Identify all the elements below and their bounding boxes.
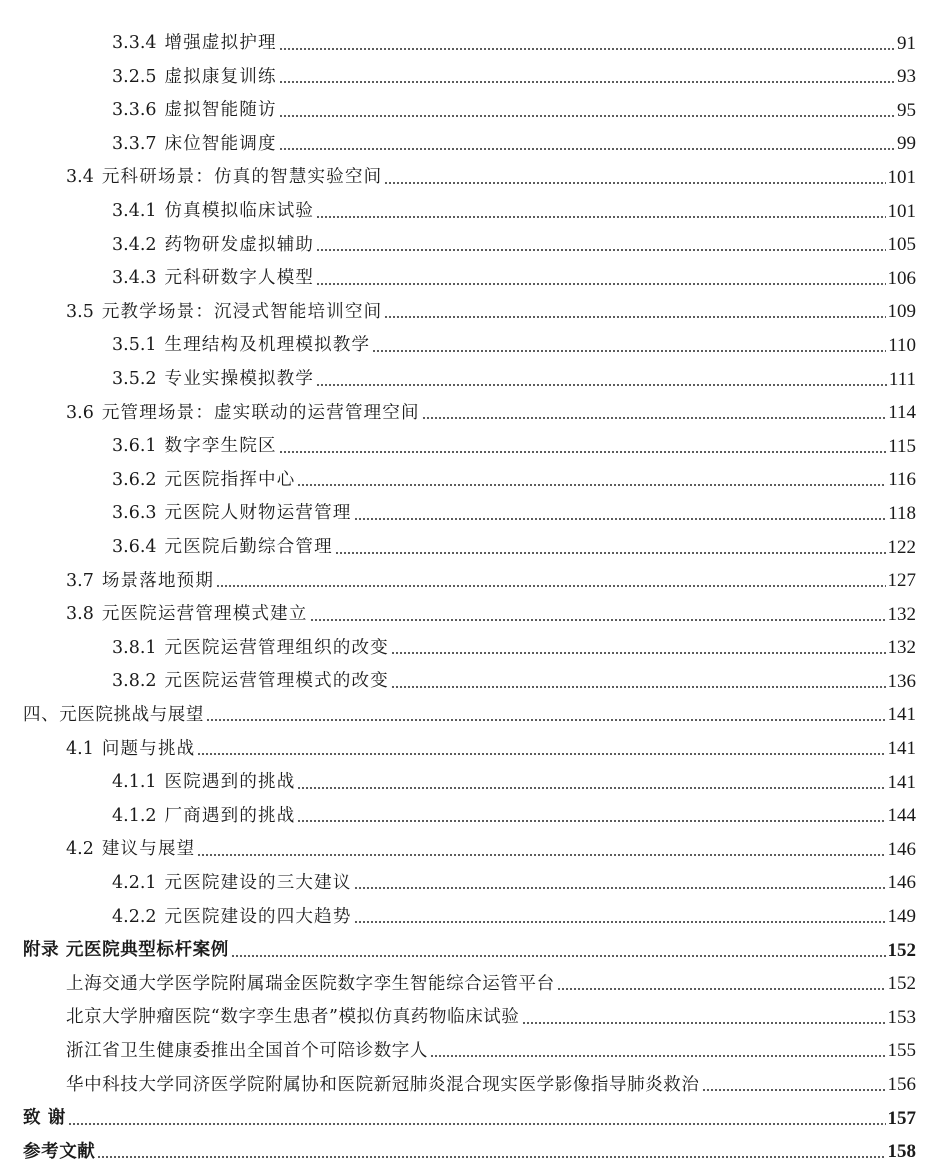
dot-leader	[279, 450, 886, 454]
toc-entry-number: 4.2.1	[112, 872, 157, 893]
toc-entry-title: 专业实操模拟教学	[164, 369, 315, 390]
toc-entry-label	[112, 805, 296, 826]
toc-entry[interactable]	[0, 527, 948, 561]
toc-entry-page-number: 118	[888, 502, 916, 524]
dot-leader	[279, 80, 895, 84]
dot-leader	[557, 987, 886, 991]
dot-leader	[372, 349, 886, 353]
toc-entry-page-number: 146	[887, 838, 916, 860]
toc-entry-label	[66, 402, 420, 423]
toc-entry-label	[66, 606, 308, 624]
toc-entry-label	[112, 906, 352, 927]
toc-entry-label	[23, 704, 204, 725]
toc-entry-number: 3.5.2	[112, 369, 157, 390]
toc-entry[interactable]	[0, 1031, 948, 1065]
toc-entry-title: 浙江省卫生健康委推出全国首个可陪诊数字人	[66, 1040, 428, 1061]
toc-entry-title: 北京大学肿瘤医院“数字孪生患者”模拟仿真药物临床试验	[66, 1007, 520, 1028]
toc-entry-number: 3.3.6	[112, 100, 157, 121]
toc-entry-label	[23, 1110, 66, 1128]
toc-entry-title: 元科研数字人模型	[164, 268, 315, 289]
toc-entry[interactable]	[0, 829, 948, 863]
toc-entry-page-number: 114	[888, 402, 916, 424]
toc-entry[interactable]	[0, 594, 948, 628]
toc-entry-label	[66, 1074, 700, 1095]
toc-entry-number: 3.3.4	[112, 33, 157, 54]
toc-entry[interactable]	[0, 292, 948, 326]
toc-entry-title: 参考文献	[23, 1141, 96, 1162]
toc-entry-label	[66, 738, 196, 759]
toc-entry[interactable]	[0, 258, 948, 292]
dot-leader	[430, 1054, 886, 1058]
toc-entry[interactable]	[0, 863, 948, 897]
toc-entry-number: 3.6.4	[112, 537, 157, 557]
toc-entry-label	[66, 973, 555, 994]
toc-entry-label	[112, 35, 277, 53]
toc-entry-label	[112, 66, 277, 87]
toc-entry[interactable]	[0, 124, 948, 158]
toc-entry-label	[112, 234, 315, 255]
toc-entry-number: 3.8	[66, 604, 94, 625]
toc-entry-page-number: 95	[897, 99, 916, 121]
toc-entry-label	[112, 102, 277, 120]
toc-entry[interactable]	[0, 359, 948, 393]
dot-leader	[354, 517, 887, 521]
toc-entry[interactable]	[0, 762, 948, 796]
dot-leader	[422, 416, 886, 420]
toc-entry-page-number: 157	[887, 1107, 916, 1129]
toc-entry-label	[112, 637, 389, 658]
toc-entry-label	[66, 169, 382, 187]
toc-entry-title: 元医院运营管理组织的改变	[164, 637, 389, 658]
dot-leader	[316, 248, 885, 252]
toc-entry[interactable]	[0, 896, 948, 930]
dot-leader	[231, 954, 886, 958]
dot-leader	[97, 1155, 885, 1159]
toc-entry[interactable]	[0, 1098, 948, 1132]
toc-entry-page-number: 111	[888, 368, 916, 390]
dot-leader	[279, 114, 895, 118]
dot-leader	[197, 752, 885, 756]
toc-entry-label	[112, 774, 295, 792]
toc-entry[interactable]	[0, 661, 948, 695]
dot-leader	[354, 920, 886, 924]
toc-entry-label	[23, 942, 229, 960]
toc-entry-title: 元医院运营管理模式的改变	[164, 671, 389, 692]
toc-entry-page-number: 136	[887, 670, 916, 692]
toc-entry-page-number: 132	[887, 603, 916, 625]
dot-leader	[297, 819, 885, 823]
toc-entry-page-number: 141	[887, 771, 916, 793]
dot-leader	[68, 1122, 886, 1126]
toc-entry-title: 医院遇到的挑战	[164, 772, 296, 793]
toc-entry-title: 问题与挑战	[101, 738, 196, 759]
toc-entry-title: 四、元医院挑战与展望	[23, 704, 204, 725]
toc-entry-page-number: 101	[887, 166, 916, 188]
toc-entry-label	[112, 371, 314, 389]
toc-entry-label	[112, 469, 296, 490]
toc-entry[interactable]	[0, 90, 948, 124]
dot-leader	[522, 1021, 886, 1025]
toc-entry-page-number: 109	[887, 301, 916, 323]
toc-entry-page-number: 153	[887, 1006, 916, 1028]
toc-entry-label	[112, 203, 314, 221]
toc-entry-label	[66, 1040, 428, 1061]
toc-entry-title: 仿真模拟临床试验	[164, 201, 315, 222]
toc-entry-title: 增强虚拟护理	[164, 33, 277, 54]
toc-entry[interactable]	[0, 157, 948, 191]
toc-entry-page-number: 110	[888, 334, 916, 356]
dot-leader	[279, 47, 895, 51]
dot-leader	[316, 383, 887, 387]
toc-entry-page-number: 152	[887, 939, 916, 961]
toc-entry-number: 3.4.2	[112, 234, 157, 255]
dot-leader	[391, 685, 886, 689]
toc-entry-label	[66, 570, 215, 591]
toc-entry-title: 虚拟康复训练	[164, 66, 277, 87]
toc-entry-page-number: 105	[887, 234, 916, 256]
toc-entry[interactable]	[0, 191, 948, 225]
toc-entry-label	[112, 438, 277, 456]
toc-entry-title: 床位智能调度	[164, 133, 277, 154]
toc-entry-page-number: 115	[888, 435, 916, 457]
toc-entry-title: 附录 元医院典型标杆案例	[23, 940, 229, 961]
toc-entry[interactable]	[0, 393, 948, 427]
toc-entry-page-number: 158	[887, 1141, 916, 1163]
toc-entry-label	[23, 1141, 96, 1162]
toc-entry-page-number: 127	[887, 570, 916, 592]
toc-entry-label	[66, 841, 195, 859]
toc-entry-number: 4.1.2	[112, 805, 157, 826]
toc-entry-label	[112, 539, 333, 557]
toc-entry-page-number: 152	[887, 973, 916, 995]
toc-entry-label	[112, 133, 277, 154]
toc-entry-page-number: 106	[887, 267, 916, 289]
toc-entry[interactable]	[0, 225, 948, 259]
dot-leader	[354, 886, 886, 890]
toc-entry[interactable]	[0, 728, 948, 762]
toc-entry-label	[66, 301, 383, 322]
toc-entry-label	[112, 505, 352, 523]
dot-leader	[335, 551, 886, 555]
toc-entry-page-number: 141	[887, 704, 916, 726]
toc-entry-number: 3.8.1	[112, 637, 157, 658]
toc-entry-page-number: 156	[887, 1074, 916, 1095]
toc-entry-page-number: 99	[897, 133, 916, 155]
toc-entry[interactable]	[0, 23, 948, 57]
toc-entry[interactable]	[0, 796, 948, 830]
toc-entry[interactable]	[0, 325, 948, 359]
toc-entry-page-number: 155	[887, 1040, 916, 1062]
toc-entry-number: 3.2.5	[112, 66, 157, 87]
toc-entry[interactable]	[0, 628, 948, 662]
toc-entry-page-number: 122	[887, 536, 916, 558]
toc-entry-title: 虚拟智能随访	[164, 100, 277, 121]
dot-leader	[310, 618, 886, 622]
dot-leader	[391, 651, 886, 655]
toc-entry-page-number: 101	[887, 200, 916, 222]
toc-entry-title: 数字孪生院区	[164, 436, 277, 457]
toc-entry-label	[112, 872, 352, 893]
toc-entry[interactable]	[0, 561, 948, 595]
toc-entry[interactable]	[0, 695, 948, 729]
toc-entry-page-number: 146	[887, 872, 916, 894]
toc-entry-title: 药物研发虚拟辅助	[164, 234, 315, 255]
toc-entry-title: 建议与展望	[101, 839, 196, 860]
dot-leader	[702, 1088, 886, 1092]
dot-leader	[316, 215, 885, 219]
dot-leader	[384, 181, 885, 185]
toc-entry-title: 厂商遇到的挑战	[164, 805, 296, 826]
toc-entry[interactable]	[0, 57, 948, 91]
toc-entry-number: 3.6.2	[112, 469, 157, 490]
table-of-contents	[0, 23, 948, 1165]
toc-entry-number: 3.3.7	[112, 133, 157, 154]
toc-entry-title: 生理结构及机理模拟教学	[164, 335, 371, 356]
toc-entry[interactable]	[0, 460, 948, 494]
toc-entry-title: 元医院建设的三大建议	[164, 872, 352, 893]
dot-leader	[197, 853, 885, 857]
toc-entry-number: 3.5.1	[112, 335, 157, 356]
toc-entry-page-number: 141	[887, 738, 916, 760]
dot-leader	[206, 718, 886, 722]
toc-entry-page-number: 91	[897, 32, 916, 54]
toc-entry[interactable]	[0, 426, 948, 460]
toc-entry-number: 4.2	[66, 839, 94, 860]
dot-leader	[297, 483, 886, 487]
toc-entry-page-number: 132	[887, 637, 916, 659]
toc-entry-title: 元医院指挥中心	[164, 469, 296, 490]
toc-entry-label	[112, 673, 389, 691]
dot-leader	[216, 584, 885, 588]
toc-entry-number: 3.4.3	[112, 268, 157, 289]
toc-entry-title: 元管理场景：虚实联动的运营管理空间	[101, 402, 420, 423]
toc-entry-title: 元科研场景：仿真的智慧实验空间	[101, 167, 383, 188]
toc-entry[interactable]	[0, 964, 948, 998]
toc-entry-title: 华中科技大学同济医学院附属协和医院新冠肺炎混合现实医学影像指导肺炎救治	[66, 1074, 700, 1095]
dot-leader	[279, 147, 895, 151]
toc-entry-page-number: 144	[887, 805, 916, 827]
toc-entry-number: 4.1.1	[112, 772, 157, 793]
toc-entry-number: 3.6.1	[112, 436, 157, 457]
toc-entry-number: 3.6	[66, 402, 94, 423]
toc-entry-label	[112, 270, 314, 288]
toc-entry-number: 3.4	[66, 167, 94, 188]
toc-entry[interactable]	[0, 930, 948, 964]
toc-entry-number: 4.1	[66, 738, 94, 759]
dot-leader	[297, 786, 885, 790]
toc-entry-label	[66, 1009, 520, 1027]
toc-entry-number: 3.4.1	[112, 201, 157, 222]
toc-entry-title: 致 谢	[23, 1108, 66, 1129]
dot-leader	[384, 315, 885, 319]
toc-entry-number: 3.6.3	[112, 503, 157, 524]
toc-entry-title: 元医院运营管理模式建立	[101, 604, 308, 625]
toc-entry-number: 3.8.2	[112, 671, 157, 692]
toc-entry-title: 上海交通大学医学院附属瑞金医院数字孪生智能综合运管平台	[66, 973, 555, 994]
toc-entry-title: 元医院后勤综合管理	[164, 537, 333, 557]
toc-entry-title: 场景落地预期	[101, 570, 215, 591]
toc-entry[interactable]	[0, 1132, 948, 1166]
toc-entry-page-number: 149	[887, 906, 916, 928]
toc-entry-title: 元医院人财物运营管理	[164, 503, 352, 524]
toc-entry-title: 元医院建设的四大趋势	[164, 906, 352, 927]
toc-entry[interactable]	[0, 997, 948, 1031]
toc-entry-page-number: 116	[888, 469, 916, 491]
toc-entry-title: 元教学场景：沉浸式智能培训空间	[101, 301, 383, 322]
toc-entry-page-number: 93	[897, 66, 916, 88]
toc-entry[interactable]	[0, 1064, 948, 1098]
dot-leader	[316, 282, 885, 286]
toc-entry[interactable]	[0, 493, 948, 527]
toc-entry-number: 4.2.2	[112, 906, 157, 927]
toc-entry-label	[112, 337, 370, 355]
toc-entry-number: 3.5	[66, 301, 94, 322]
toc-entry-number: 3.7	[66, 570, 94, 591]
